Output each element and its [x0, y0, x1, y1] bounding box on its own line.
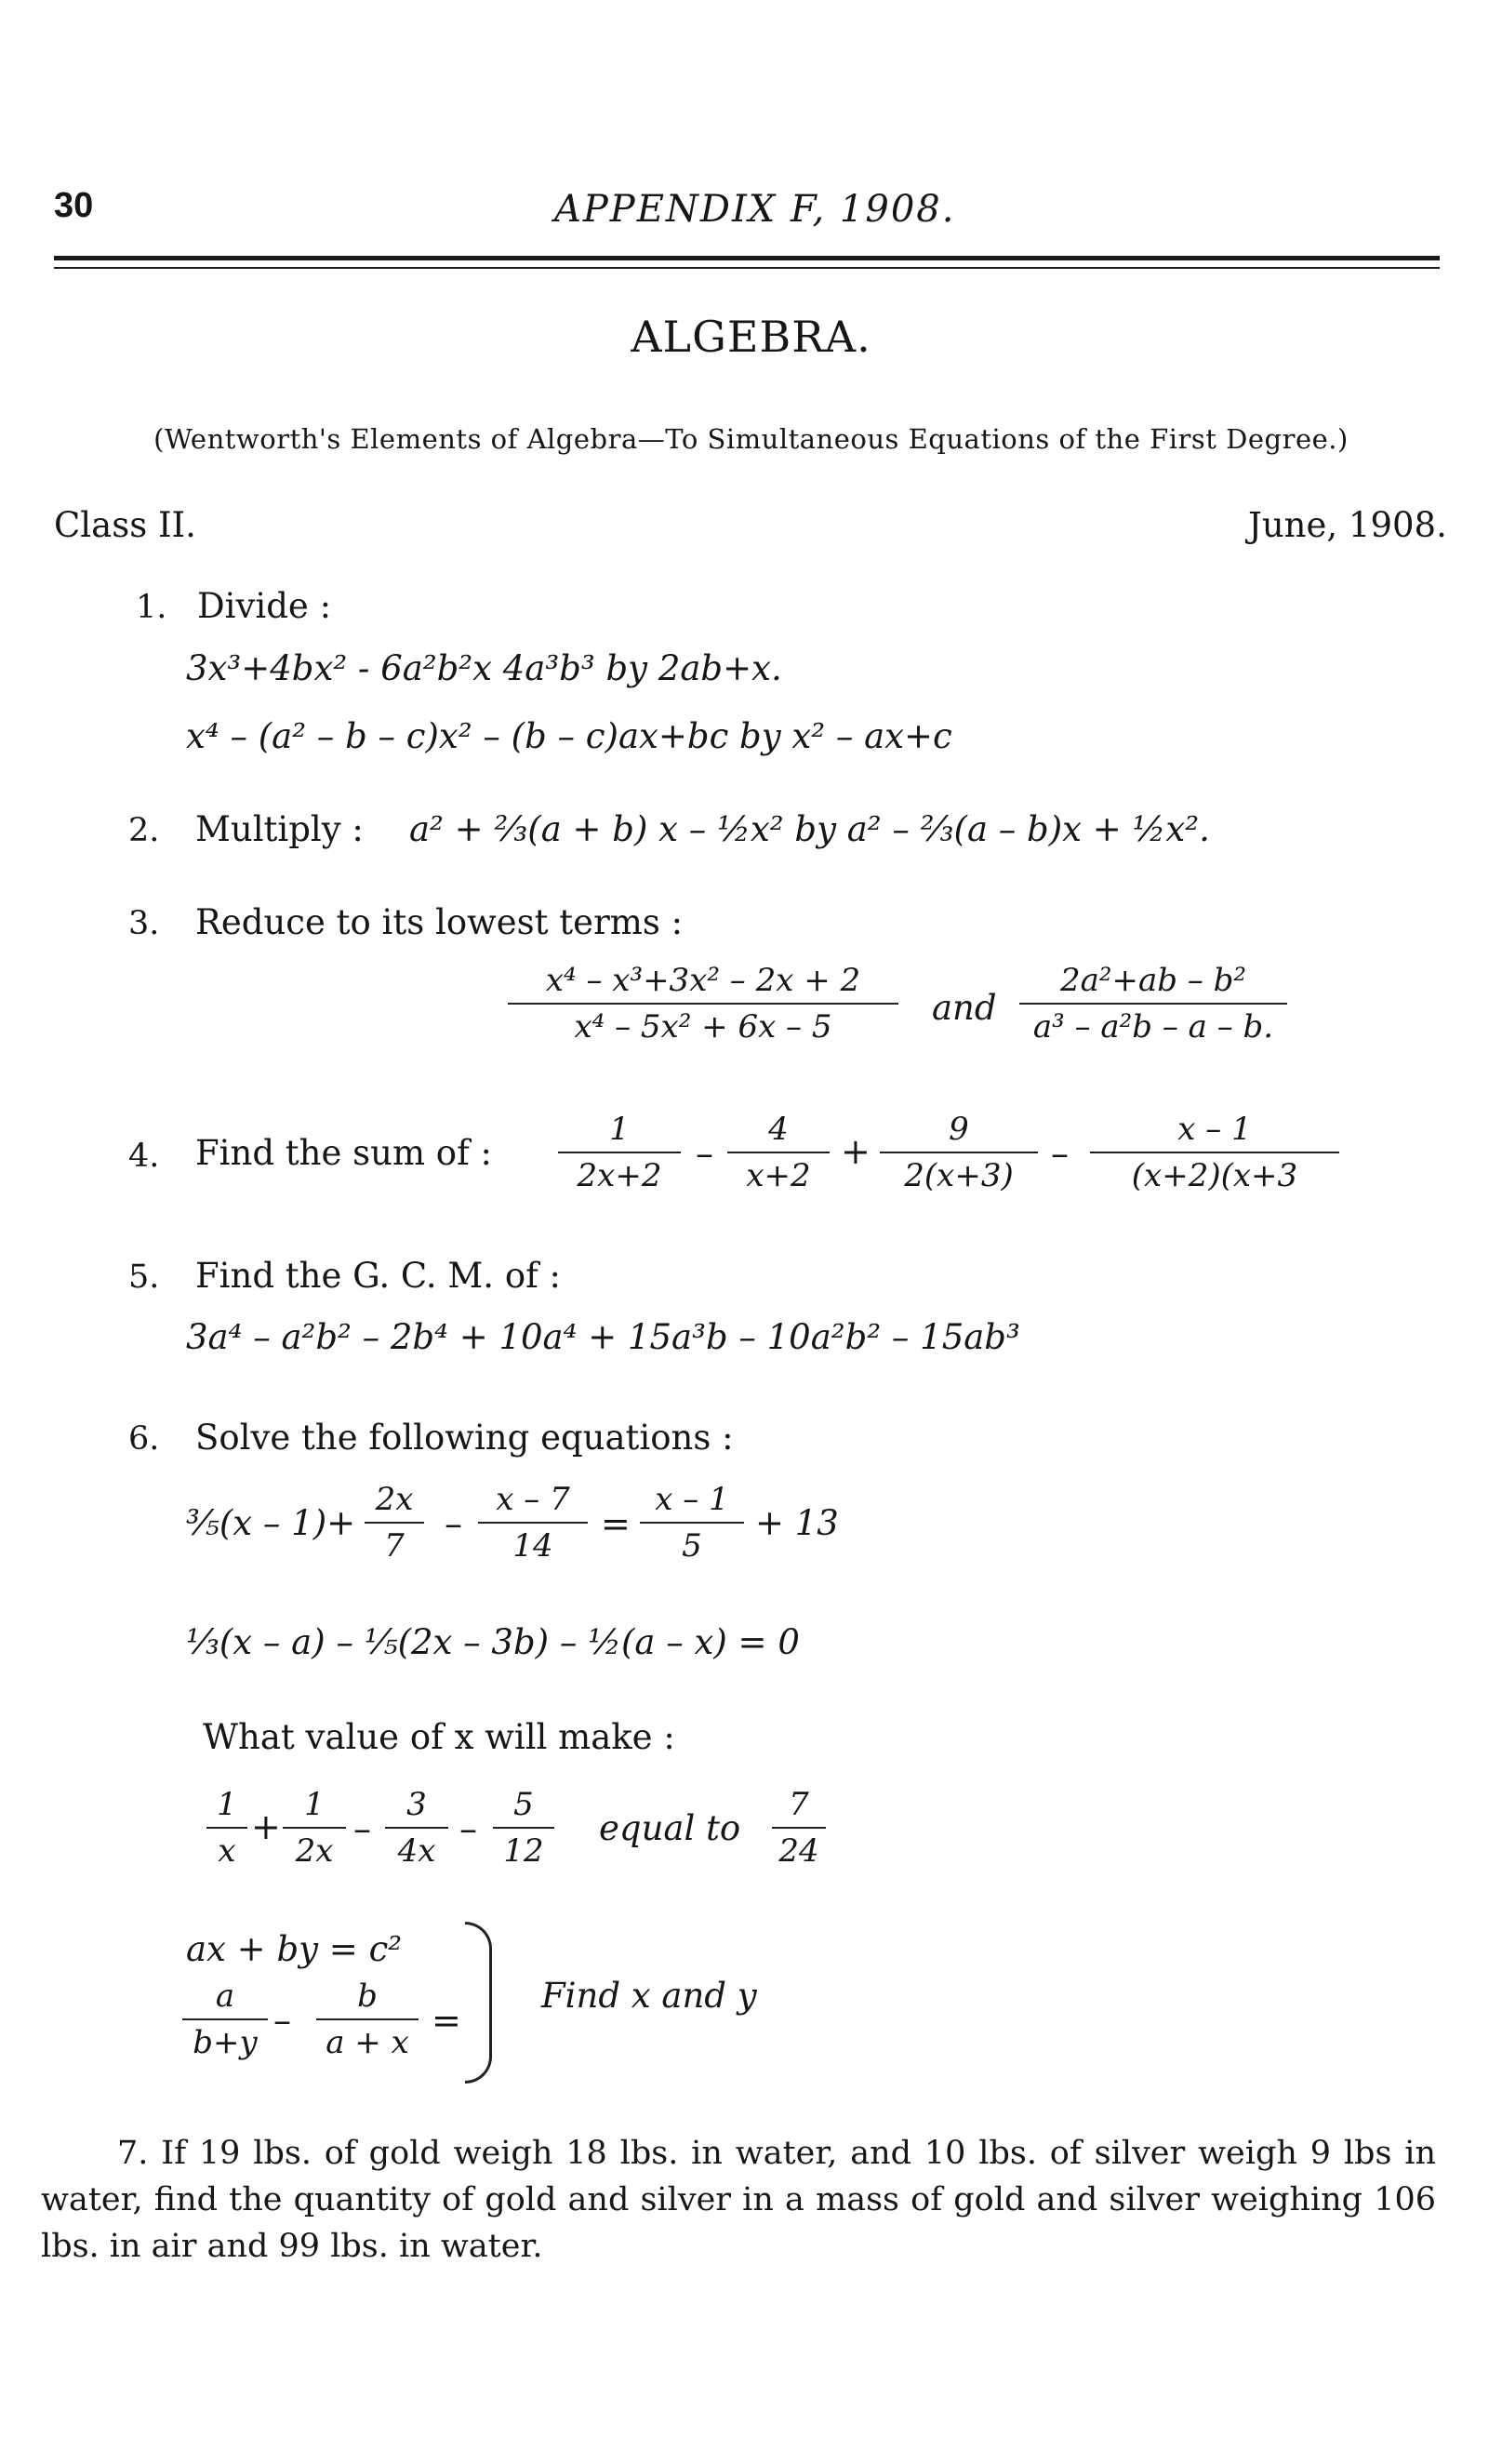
exam-date: June, 1908. — [1248, 505, 1447, 545]
page-number: 30 — [54, 186, 94, 225]
numerator: x – 1 — [1177, 1111, 1252, 1148]
numerator: x – 7 — [496, 1481, 570, 1518]
word-problem: 7. If 19 lbs. of gold weigh 18 lbs. in water, and 10 lbs. of silver weigh 9 lbs in water, find the quantity of gold and silver in a mass of gold and silver weighing 106 lbs. in air and 99 lbs. in water. — [41, 2135, 1436, 2265]
fraction — [478, 1477, 588, 1568]
fraction — [1019, 958, 1287, 1049]
operator: + — [251, 1806, 281, 1847]
numerator: 7 — [789, 1786, 809, 1823]
denominator: 2x — [295, 1832, 334, 1870]
operator: – — [459, 1808, 477, 1849]
question-number: 2. — [128, 812, 160, 849]
question-number: 1. — [136, 589, 167, 626]
denominator: 14 — [512, 1527, 553, 1565]
fraction — [640, 1477, 744, 1568]
operator: – — [445, 1503, 462, 1544]
fraction — [1090, 1107, 1339, 1198]
numerator: a — [215, 1978, 235, 2015]
fraction — [365, 1477, 424, 1568]
divide-expression-1: 3x³+4bx² - 6a²b²x 4a³b³ by 2ab+x. — [186, 648, 782, 688]
page-title: ALGEBRA. — [631, 312, 871, 362]
fraction — [206, 1782, 247, 1873]
operator: = — [601, 1503, 631, 1544]
question-prompt: Divide : — [197, 586, 332, 626]
numerator: 9 — [949, 1111, 969, 1148]
operator: – — [696, 1133, 713, 1174]
question-prompt: Multiply : — [195, 809, 364, 849]
numerator: x⁴ – x³+3x² – 2x + 2 — [545, 962, 861, 999]
operator: – — [273, 2000, 291, 2041]
equation-2: ⅓(x – a) – ⅕(2x – 3b) – ½(a – x) = 0 — [186, 1622, 800, 1662]
fraction — [508, 958, 898, 1049]
question-number: 6. — [128, 1420, 160, 1458]
denominator: x⁴ – 5x² + 6x – 5 — [574, 1008, 832, 1046]
denominator: a + x — [326, 2024, 409, 2061]
numerator: 1 — [609, 1111, 630, 1148]
question-number: 5. — [128, 1259, 160, 1296]
operator: + — [841, 1131, 871, 1172]
operator: – — [1051, 1133, 1069, 1174]
fraction — [385, 1782, 448, 1873]
denominator: 7 — [384, 1527, 405, 1565]
divide-expression-2: x⁴ – (a² – b – c)x² – (b – c)ax+bc by x² – ax+c — [186, 716, 952, 756]
denominator: 2(x+3) — [904, 1157, 1014, 1194]
question-prompt: Solve the following equations : — [195, 1418, 734, 1458]
numerator: 3 — [406, 1786, 427, 1823]
fraction — [182, 1974, 268, 2065]
question-prompt: Find the G. C. M. of : — [195, 1256, 562, 1296]
denominator: 24 — [778, 1832, 819, 1870]
question-number: 4. — [128, 1138, 160, 1175]
class-label: Class II. — [54, 505, 196, 545]
header-rule-thick — [54, 256, 1440, 260]
fraction — [772, 1782, 826, 1873]
question-prompt: Find the sum of : — [195, 1133, 492, 1173]
numerator: 2x — [375, 1481, 414, 1518]
numerator: 1 — [217, 1786, 237, 1823]
denominator: 4x — [397, 1832, 436, 1870]
fraction — [880, 1107, 1038, 1198]
and-word: and — [932, 988, 997, 1028]
numerator: x – 1 — [655, 1481, 729, 1518]
numerator: 4 — [768, 1111, 789, 1148]
system-brace — [465, 1922, 492, 2084]
denominator: (x+2)(x+3 — [1131, 1157, 1298, 1194]
find-instruction: Find x and y — [541, 1976, 757, 2016]
what-value-prompt: What value of x will make : — [203, 1717, 675, 1757]
numerator: 2a²+ab – b² — [1059, 962, 1247, 999]
denominator: b+y — [193, 2024, 258, 2061]
denominator: a³ – a²b – a – b. — [1032, 1008, 1274, 1046]
denominator: 5 — [682, 1527, 702, 1565]
denominator: 12 — [503, 1832, 544, 1870]
fraction — [727, 1107, 830, 1198]
multiply-expression: a² + ⅔(a + b) x – ½x² by a² – ⅔(a – b)x + ½x². — [409, 809, 1210, 849]
numerator: b — [357, 1978, 378, 2015]
denominator: x+2 — [746, 1157, 811, 1194]
fraction — [316, 1974, 419, 2065]
operator: = — [432, 2000, 461, 2041]
fraction — [558, 1107, 681, 1198]
header-rule-thin — [54, 267, 1440, 269]
numerator: 5 — [513, 1786, 534, 1823]
equation-1-lead: ⅗(x – 1)+ — [186, 1503, 356, 1543]
fraction — [493, 1782, 554, 1873]
subtitle: (Wentworth's Elements of Algebra—To Simultaneous Equations of the First Degree.) — [153, 423, 1349, 455]
equal-to-phrase: equal to — [599, 1808, 741, 1848]
question-number: 3. — [128, 905, 160, 942]
gcm-expression: 3a⁴ – a²b² – 2b⁴ + 10a⁴ + 15a³b – 10a²b² – 15ab³ — [186, 1317, 1020, 1357]
system-equation-1: ax + by = c² — [186, 1929, 403, 1969]
fraction — [283, 1782, 346, 1873]
numerator: 1 — [304, 1786, 325, 1823]
operator: – — [353, 1808, 371, 1849]
running-head: APPENDIX F, 1908. — [554, 188, 956, 231]
question-prompt: Reduce to its lowest terms : — [195, 902, 684, 942]
denominator: x — [218, 1832, 236, 1870]
equation-1-tail: + 13 — [755, 1503, 839, 1543]
denominator: 2x+2 — [577, 1157, 662, 1194]
